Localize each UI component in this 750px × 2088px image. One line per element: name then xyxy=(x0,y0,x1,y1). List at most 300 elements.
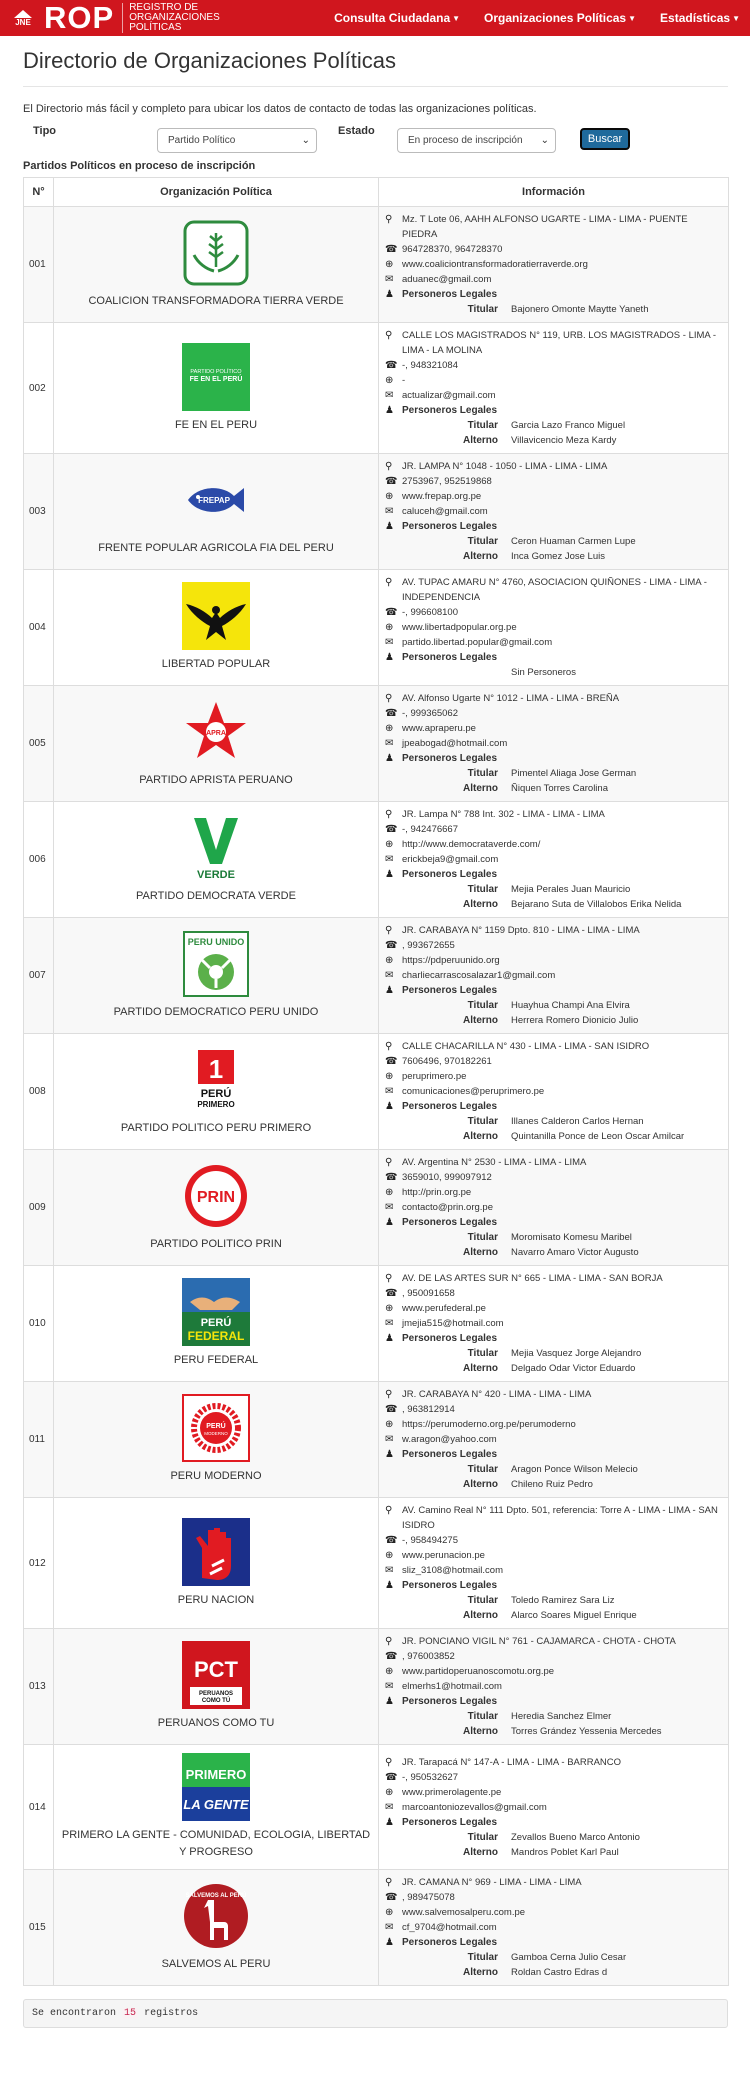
results-count xyxy=(23,1999,728,2028)
rop-brand-subtitle: REGISTRO DE ORGANIZACIONES POLÍTICAS xyxy=(122,3,218,33)
peru-federal-handshake-icon xyxy=(182,1278,250,1346)
map-marker-icon: ⚲ xyxy=(385,1273,393,1284)
results-subtitle: Partidos Políticos en proceso de inscripción xyxy=(23,160,256,172)
website-row xyxy=(385,1185,720,1200)
organization-name[interactable]: SALVEMOS AL PERU xyxy=(161,1958,271,1970)
titular-name: Huayhua Champi Ana Elvira xyxy=(511,1000,630,1011)
table-row xyxy=(24,1498,729,1629)
user-icon: ♟ xyxy=(385,1333,394,1344)
alterno-label: Alterno xyxy=(463,1479,498,1490)
phone-text: -, 948321084 xyxy=(402,360,458,371)
alterno-row xyxy=(385,1965,720,1980)
row-number: 015 xyxy=(24,1870,54,1986)
svg-text:APRA: APRA xyxy=(206,730,226,737)
organization-name[interactable]: PARTIDO POLITICO PERU PRIMERO xyxy=(120,1122,312,1134)
personeros-row xyxy=(385,983,720,998)
phone-text: 3659010, 999097912 xyxy=(402,1172,492,1183)
table-header-row xyxy=(24,178,729,207)
phone-row xyxy=(385,1170,720,1185)
address-text: AV. Argentina N° 2530 - LIMA - LIMA - LIMA xyxy=(402,1157,587,1168)
website-row xyxy=(385,721,720,736)
personeros-label: Personeros Legales xyxy=(402,521,498,532)
personeros-row xyxy=(385,1578,720,1593)
phone-row xyxy=(385,1533,720,1548)
map-marker-icon: ⚲ xyxy=(385,925,393,936)
alterno-name: Torres Grández Yessenia Mercedes xyxy=(511,1726,662,1737)
personeros-row xyxy=(385,287,720,302)
phone-row xyxy=(385,1054,720,1069)
alterno-row xyxy=(385,897,720,912)
phone-icon: ☎ xyxy=(385,1771,398,1783)
alterno-label: Alterno xyxy=(463,1846,498,1858)
personeros-label: Personeros Legales xyxy=(402,1816,498,1828)
alterno-name: Delgado Odar Victor Eduardo xyxy=(511,1363,636,1374)
email-link[interactable]: w.aragon@yahoo.com xyxy=(402,1434,497,1445)
peru-unido-icon xyxy=(182,930,250,998)
personeros-row xyxy=(385,751,720,766)
website-row xyxy=(385,1417,720,1432)
rop-brand[interactable]: ROP xyxy=(44,0,115,35)
email-row xyxy=(385,1679,720,1694)
alterno-label: Alterno xyxy=(463,1726,498,1737)
alterno-label: Alterno xyxy=(463,1247,498,1258)
globe-icon: ⊕ xyxy=(385,1786,394,1798)
personeros-row xyxy=(385,1694,720,1709)
personeros-label: Personeros Legales xyxy=(402,1696,498,1707)
row-number: 001 xyxy=(24,207,54,323)
globe-icon: ⊕ xyxy=(385,1187,394,1198)
table-row xyxy=(24,1034,729,1150)
envelope-icon: ✉ xyxy=(385,1434,394,1445)
organization-name[interactable]: PARTIDO DEMOCRATA VERDE xyxy=(136,890,296,902)
svg-text:COMO TÚ: COMO TÚ xyxy=(201,1698,231,1704)
phone-icon: ☎ xyxy=(385,244,398,255)
alterno-label: Alterno xyxy=(463,1363,498,1374)
email-link[interactable]: erickbeja9@gmail.com xyxy=(402,854,499,865)
email-link[interactable]: actualizar@gmail.com xyxy=(402,390,496,401)
email-link[interactable]: caluceh@gmail.com xyxy=(402,506,488,517)
svg-text:1: 1 xyxy=(208,1054,224,1084)
phone-icon: ☎ xyxy=(385,1172,398,1183)
user-icon: ♟ xyxy=(385,652,394,663)
website-link[interactable]: peruprimero.pe xyxy=(402,1071,467,1082)
chevron-down-icon: ⌄ xyxy=(540,135,549,146)
address-text: JR. Lampa N° 788 Int. 302 - LIMA - LIMA - LIMA xyxy=(402,809,605,820)
address-row xyxy=(385,1755,720,1770)
address-row xyxy=(385,1039,720,1054)
map-marker-icon: ⚲ xyxy=(385,1157,393,1168)
phone-text: 2753967, 952519868 xyxy=(402,476,492,487)
website-row xyxy=(385,373,720,388)
website-link[interactable]: http://prin.org.pe xyxy=(402,1187,472,1198)
phone-row xyxy=(385,1402,720,1417)
titular-row xyxy=(385,1114,720,1129)
email-row xyxy=(385,1084,720,1099)
titular-name: Mejia Perales Juan Mauricio xyxy=(511,884,631,895)
buscar-button[interactable]: Buscar xyxy=(580,128,630,150)
address-row xyxy=(385,691,720,706)
organization-logo[interactable] xyxy=(182,1753,250,1821)
titular-label: Titular xyxy=(467,1348,498,1359)
user-icon: ♟ xyxy=(385,1696,394,1707)
titular-name: Heredia Sanchez Elmer xyxy=(511,1711,612,1722)
email-link[interactable]: elmerhs1@hotmail.com xyxy=(402,1681,502,1692)
globe-icon: ⊕ xyxy=(385,259,394,270)
email-row xyxy=(385,504,720,519)
alterno-label: Alterno xyxy=(463,1131,498,1142)
personeros-label: Personeros Legales xyxy=(402,1217,498,1228)
titular-label: Titular xyxy=(467,1831,498,1843)
jne-logo-text: JNE xyxy=(15,17,31,27)
personeros-row xyxy=(385,403,720,418)
address-row xyxy=(385,328,720,358)
phone-row xyxy=(385,358,720,373)
phone-text: -, 996608100 xyxy=(402,607,458,618)
envelope-icon: ✉ xyxy=(385,1565,394,1576)
personeros-label: Personeros Legales xyxy=(402,1101,498,1112)
prin-circle-icon xyxy=(182,1162,250,1230)
phone-row xyxy=(385,605,720,620)
website-link[interactable]: https://perumoderno.org.pe/perumoderno xyxy=(402,1419,576,1430)
svg-text:PRIMERO: PRIMERO xyxy=(185,1767,247,1782)
menu-consulta-ciudadana[interactable]: Consulta Ciudadana ▼ xyxy=(334,11,461,25)
page-intro: El Directorio más fácil y completo para ubicar los datos de contacto de todas las organizaciones políticas. xyxy=(23,103,537,115)
titular-row xyxy=(385,418,720,433)
organization-cell xyxy=(54,686,379,802)
organization-name[interactable]: COALICION TRANSFORMADORA TIERRA VERDE xyxy=(88,295,344,307)
organization-logo[interactable] xyxy=(182,1394,250,1462)
envelope-icon: ✉ xyxy=(385,1801,394,1813)
phone-text: , 950091658 xyxy=(402,1288,455,1299)
organization-name[interactable]: PERU NACION xyxy=(177,1593,255,1606)
organization-logo[interactable] xyxy=(182,1162,250,1230)
address-row xyxy=(385,459,720,474)
email-row xyxy=(385,1920,720,1935)
user-icon: ♟ xyxy=(385,289,394,300)
email-row xyxy=(385,1800,720,1815)
phone-text: -, 958494275 xyxy=(402,1535,458,1546)
map-marker-icon: ⚲ xyxy=(385,1389,393,1400)
info-cell xyxy=(379,1629,729,1745)
alterno-row xyxy=(385,781,720,796)
personeros-row xyxy=(385,1935,720,1950)
address-text: JR. LAMPA N° 1048 - 1050 - LIMA - LIMA - LIMA xyxy=(402,461,608,472)
caret-down-icon: ▼ xyxy=(732,14,740,23)
phone-icon: ☎ xyxy=(385,1651,398,1662)
titular-row xyxy=(385,766,720,781)
organization-name[interactable]: PERU FEDERAL xyxy=(173,1354,259,1366)
results-count-prefix: Se encontraron xyxy=(32,2008,117,2019)
organization-name[interactable]: FE EN EL PERU xyxy=(174,418,258,431)
organization-logo[interactable] xyxy=(182,466,250,534)
organization-name[interactable]: PARTIDO POLITICO PRIN xyxy=(150,1238,282,1250)
website-row xyxy=(385,1664,720,1679)
alterno-label: Alterno xyxy=(463,1967,498,1978)
phone-row xyxy=(385,822,720,837)
map-marker-icon: ⚲ xyxy=(385,214,393,225)
svg-text:FE EN EL PERÚ: FE EN EL PERÚ xyxy=(189,375,243,383)
email-link[interactable]: charliecarrascosalazar1@gmail.com xyxy=(402,970,556,981)
svg-text:PERÚ: PERÚ xyxy=(206,1423,226,1430)
phone-icon: ☎ xyxy=(385,824,398,835)
alterno-name: Inca Gomez Jose Luis xyxy=(511,551,605,562)
organization-cell xyxy=(54,207,379,323)
organization-logo[interactable] xyxy=(182,219,250,287)
website-row xyxy=(385,1548,720,1563)
email-row xyxy=(385,272,720,287)
website-link[interactable]: www.frepap.org.pe xyxy=(402,491,482,502)
caret-down-icon: ▼ xyxy=(452,14,461,23)
globe-icon: ⊕ xyxy=(385,1666,394,1677)
map-marker-icon: ⚲ xyxy=(385,809,393,820)
map-marker-icon: ⚲ xyxy=(385,577,393,588)
address-row xyxy=(385,1875,720,1890)
phone-text: , 963812914 xyxy=(402,1404,455,1415)
website-link[interactable]: http://www.democrataverde.com/ xyxy=(402,839,541,850)
email-link[interactable]: cf_9704@hotmail.com xyxy=(402,1922,497,1933)
organization-cell xyxy=(54,570,379,686)
organization-name[interactable]: FRENTE POPULAR AGRICOLA FIA DEL PERU xyxy=(98,542,334,554)
personeros-label: Personeros Legales xyxy=(402,753,498,764)
user-icon: ♟ xyxy=(385,753,394,764)
phone-text: -, 950532627 xyxy=(402,1771,458,1783)
phone-icon: ☎ xyxy=(385,708,398,719)
tipo-selected-value: Partido Político xyxy=(168,135,236,146)
organization-cell xyxy=(54,454,379,570)
alterno-row xyxy=(385,1608,720,1623)
phone-row xyxy=(385,1286,720,1301)
peru-primero-icon xyxy=(182,1046,250,1114)
address-text: Mz. T Lote 06, AAHH ALFONSO UGARTE - LIMA - LIMA - PUENTE PIEDRA xyxy=(402,214,688,240)
phone-icon: ☎ xyxy=(385,940,398,951)
row-number: 008 xyxy=(24,1034,54,1150)
organization-logo[interactable] xyxy=(182,343,250,411)
titular-name: Zevallos Bueno Marco Antonio xyxy=(511,1831,640,1843)
envelope-icon: ✉ xyxy=(385,390,394,401)
tipo-label: Tipo xyxy=(33,125,57,137)
organization-name[interactable]: LIBERTAD POPULAR xyxy=(161,658,271,670)
phone-row xyxy=(385,1890,720,1905)
envelope-icon: ✉ xyxy=(385,637,394,648)
alterno-label: Alterno xyxy=(463,435,498,446)
email-link[interactable]: marcoantoniozevallos@gmail.com xyxy=(402,1801,547,1813)
address-text: CALLE LOS MAGISTRADOS N° 119, URB. LOS MAGISTRADOS - LIMA - LIMA - LA MOLINA xyxy=(402,330,717,356)
website-link[interactable]: www.salvemosalperu.com.pe xyxy=(402,1907,526,1918)
table-row xyxy=(24,1382,729,1498)
titular-name: Pimentel Aliaga Jose German xyxy=(511,768,637,779)
phone-icon: ☎ xyxy=(385,360,398,371)
organization-cell xyxy=(54,1150,379,1266)
titular-label: Titular xyxy=(467,1116,498,1127)
email-link[interactable]: aduanec@gmail.com xyxy=(402,274,492,285)
map-marker-icon: ⚲ xyxy=(385,461,393,472)
phone-row xyxy=(385,1770,720,1785)
organization-cell xyxy=(54,323,379,454)
chevron-down-icon: ⌄ xyxy=(301,135,310,146)
table-row xyxy=(24,1745,729,1870)
organization-logo[interactable] xyxy=(182,582,250,650)
personeros-label: Personeros Legales xyxy=(402,1449,498,1460)
address-text: JR. Tarapacá N° 147-A - LIMA - LIMA - BARRANCO xyxy=(402,1756,622,1768)
sin-personeros-row xyxy=(385,665,720,680)
organization-logo[interactable] xyxy=(182,1641,250,1709)
estado-select[interactable] xyxy=(397,128,556,153)
organization-logo[interactable] xyxy=(182,698,250,766)
personeros-row xyxy=(385,867,720,882)
address-text: CALLE CHACARILLA N° 430 - LIMA - LIMA - SAN ISIDRO xyxy=(402,1041,650,1052)
alterno-name: Alarco Soares Miguel Enrique xyxy=(511,1610,637,1621)
hands-wheat-icon xyxy=(182,219,250,287)
row-number: 006 xyxy=(24,802,54,918)
alterno-label: Alterno xyxy=(463,1610,498,1621)
website-link[interactable]: www.coaliciontransformadoratierraverde.org xyxy=(402,259,588,270)
website-row xyxy=(385,1069,720,1084)
svg-text:PERÚ: PERÚ xyxy=(200,1088,232,1100)
row-number: 009 xyxy=(24,1150,54,1266)
phone-text: -, 999365062 xyxy=(402,708,458,719)
globe-icon: ⊕ xyxy=(385,955,394,966)
map-marker-icon: ⚲ xyxy=(385,1041,393,1052)
envelope-icon: ✉ xyxy=(385,506,394,517)
organization-name[interactable]: PARTIDO APRISTA PERUANO xyxy=(139,774,293,786)
address-text: JR. CARABAYA N° 1159 Dpto. 810 - LIMA - LIMA - LIMA xyxy=(402,925,640,936)
email-link[interactable]: jpeabogad@hotmail.com xyxy=(402,738,508,749)
phone-text: -, 942476667 xyxy=(402,824,458,835)
titular-name: Bajonero Omonte Maytte Yaneth xyxy=(511,304,649,315)
address-text: AV. DE LAS ARTES SUR N° 665 - LIMA - LIMA - SAN BORJA xyxy=(402,1273,663,1284)
email-link[interactable]: jmejia515@hotmail.com xyxy=(402,1318,504,1329)
address-row xyxy=(385,212,720,242)
organization-name[interactable]: PERU MODERNO xyxy=(170,1470,262,1482)
svg-text:FREPAP: FREPAP xyxy=(198,496,230,505)
alterno-name: Herrera Romero Dionicio Julio xyxy=(511,1015,639,1026)
globe-icon: ⊕ xyxy=(385,839,394,850)
website-link[interactable]: www.perufederal.pe xyxy=(402,1303,486,1314)
email-link[interactable]: partido.libertad.popular@gmail.com xyxy=(402,637,553,648)
table-row xyxy=(24,323,729,454)
titular-label: Titular xyxy=(467,1000,498,1011)
organization-logo[interactable] xyxy=(182,1882,250,1950)
address-text: JR. PONCIANO VIGIL N° 761 - CAJAMARCA - CHOTA - CHOTA xyxy=(402,1636,676,1647)
website-link[interactable]: www.partidoperuanoscomotu.org.pe xyxy=(402,1666,555,1677)
website-link[interactable]: www.perunacion.pe xyxy=(402,1550,485,1561)
row-number: 007 xyxy=(24,918,54,1034)
organization-logo[interactable] xyxy=(182,1046,250,1114)
website-link[interactable]: www.libertadpopular.org.pe xyxy=(402,622,517,633)
table-row xyxy=(24,570,729,686)
titular-name: Ceron Huaman Carmen Lupe xyxy=(511,536,636,547)
alterno-row xyxy=(385,1845,720,1860)
titular-row xyxy=(385,882,720,897)
info-cell xyxy=(379,1745,729,1870)
svg-text:PCT: PCT xyxy=(194,1657,238,1682)
alterno-row xyxy=(385,1013,720,1028)
email-link[interactable]: comunicaciones@peruprimero.pe xyxy=(402,1086,545,1097)
sin-personeros-text: Sin Personeros xyxy=(511,667,576,678)
email-row xyxy=(385,1200,720,1215)
menu-organizaciones-politicas[interactable]: Organizaciones Políticas ▼ xyxy=(484,11,637,25)
organizations-table xyxy=(23,177,729,1986)
alterno-name: Navarro Amaro Victor Augusto xyxy=(511,1247,639,1258)
table-row xyxy=(24,1266,729,1382)
organization-cell xyxy=(54,1745,379,1870)
tipo-select[interactable] xyxy=(157,128,317,153)
website-link[interactable]: https://pdperuunido.org xyxy=(402,955,500,966)
user-icon: ♟ xyxy=(385,1580,394,1591)
envelope-icon: ✉ xyxy=(385,1318,394,1329)
website-link[interactable]: www.primerolagente.pe xyxy=(402,1786,502,1798)
organization-name[interactable]: PARTIDO DEMOCRATICO PERU UNIDO xyxy=(113,1006,319,1018)
globe-icon: ⊕ xyxy=(385,491,394,502)
organization-logo[interactable] xyxy=(182,1278,250,1346)
email-row xyxy=(385,1432,720,1447)
email-row xyxy=(385,736,720,751)
organization-logo[interactable] xyxy=(182,930,250,998)
alterno-name: Villavicencio Meza Kardy xyxy=(511,435,617,446)
phone-row xyxy=(385,938,720,953)
salvemos-llama-icon xyxy=(182,1882,250,1950)
organization-cell xyxy=(54,1034,379,1150)
address-row xyxy=(385,1155,720,1170)
map-marker-icon: ⚲ xyxy=(385,1505,393,1516)
organization-cell xyxy=(54,918,379,1034)
titular-label: Titular xyxy=(467,1595,498,1606)
titular-label: Titular xyxy=(467,304,498,315)
website-row xyxy=(385,1785,720,1800)
phone-text: 7606496, 970182261 xyxy=(402,1056,492,1067)
titular-row xyxy=(385,534,720,549)
titular-row xyxy=(385,302,720,317)
organization-cell xyxy=(54,1870,379,1986)
jne-logo[interactable] xyxy=(8,3,38,33)
alterno-row xyxy=(385,1245,720,1260)
titular-label: Titular xyxy=(467,1464,498,1475)
map-marker-icon: ⚲ xyxy=(385,1877,393,1888)
svg-text:MODERNO: MODERNO xyxy=(204,1431,228,1436)
address-row xyxy=(385,1503,720,1533)
globe-icon: ⊕ xyxy=(385,1419,394,1430)
organization-name[interactable]: PERUANOS COMO TU xyxy=(157,1717,275,1729)
personeros-label: Personeros Legales xyxy=(402,985,498,996)
email-link[interactable]: contacto@prin.org.pe xyxy=(402,1202,493,1213)
organization-name[interactable]: PRIMERO LA GENTE - COMUNIDAD, ECOLOGIA, LIBERTAD Y PROGRESO xyxy=(61,1829,371,1858)
website-row xyxy=(385,620,720,635)
globe-icon: ⊕ xyxy=(385,622,394,633)
svg-text:PARTIDO POLÍTICO: PARTIDO POLÍTICO xyxy=(190,368,242,375)
menu-estadisticas[interactable]: Estadísticas ▼ xyxy=(660,11,740,25)
organization-cell xyxy=(54,1498,379,1629)
apra-star-icon xyxy=(182,698,250,766)
phone-icon: ☎ xyxy=(385,1288,398,1299)
row-number: 005 xyxy=(24,686,54,802)
organization-logo[interactable] xyxy=(182,814,250,882)
globe-icon: ⊕ xyxy=(385,1550,394,1561)
peru-moderno-sun-icon xyxy=(182,1394,250,1462)
titular-row xyxy=(385,1230,720,1245)
website-link[interactable]: - xyxy=(402,375,406,386)
personeros-label: Personeros Legales xyxy=(402,1937,498,1948)
organization-logo[interactable] xyxy=(182,1518,250,1586)
map-marker-icon: ⚲ xyxy=(385,693,393,704)
titular-label: Titular xyxy=(467,1952,498,1963)
website-link[interactable]: www.apraperu.pe xyxy=(402,723,476,734)
email-link[interactable]: sliz_3108@hotmail.com xyxy=(402,1565,503,1576)
alterno-row xyxy=(385,1361,720,1376)
titular-label: Titular xyxy=(467,420,498,431)
organization-cell xyxy=(54,1382,379,1498)
titular-row xyxy=(385,1950,720,1965)
alterno-row xyxy=(385,433,720,448)
